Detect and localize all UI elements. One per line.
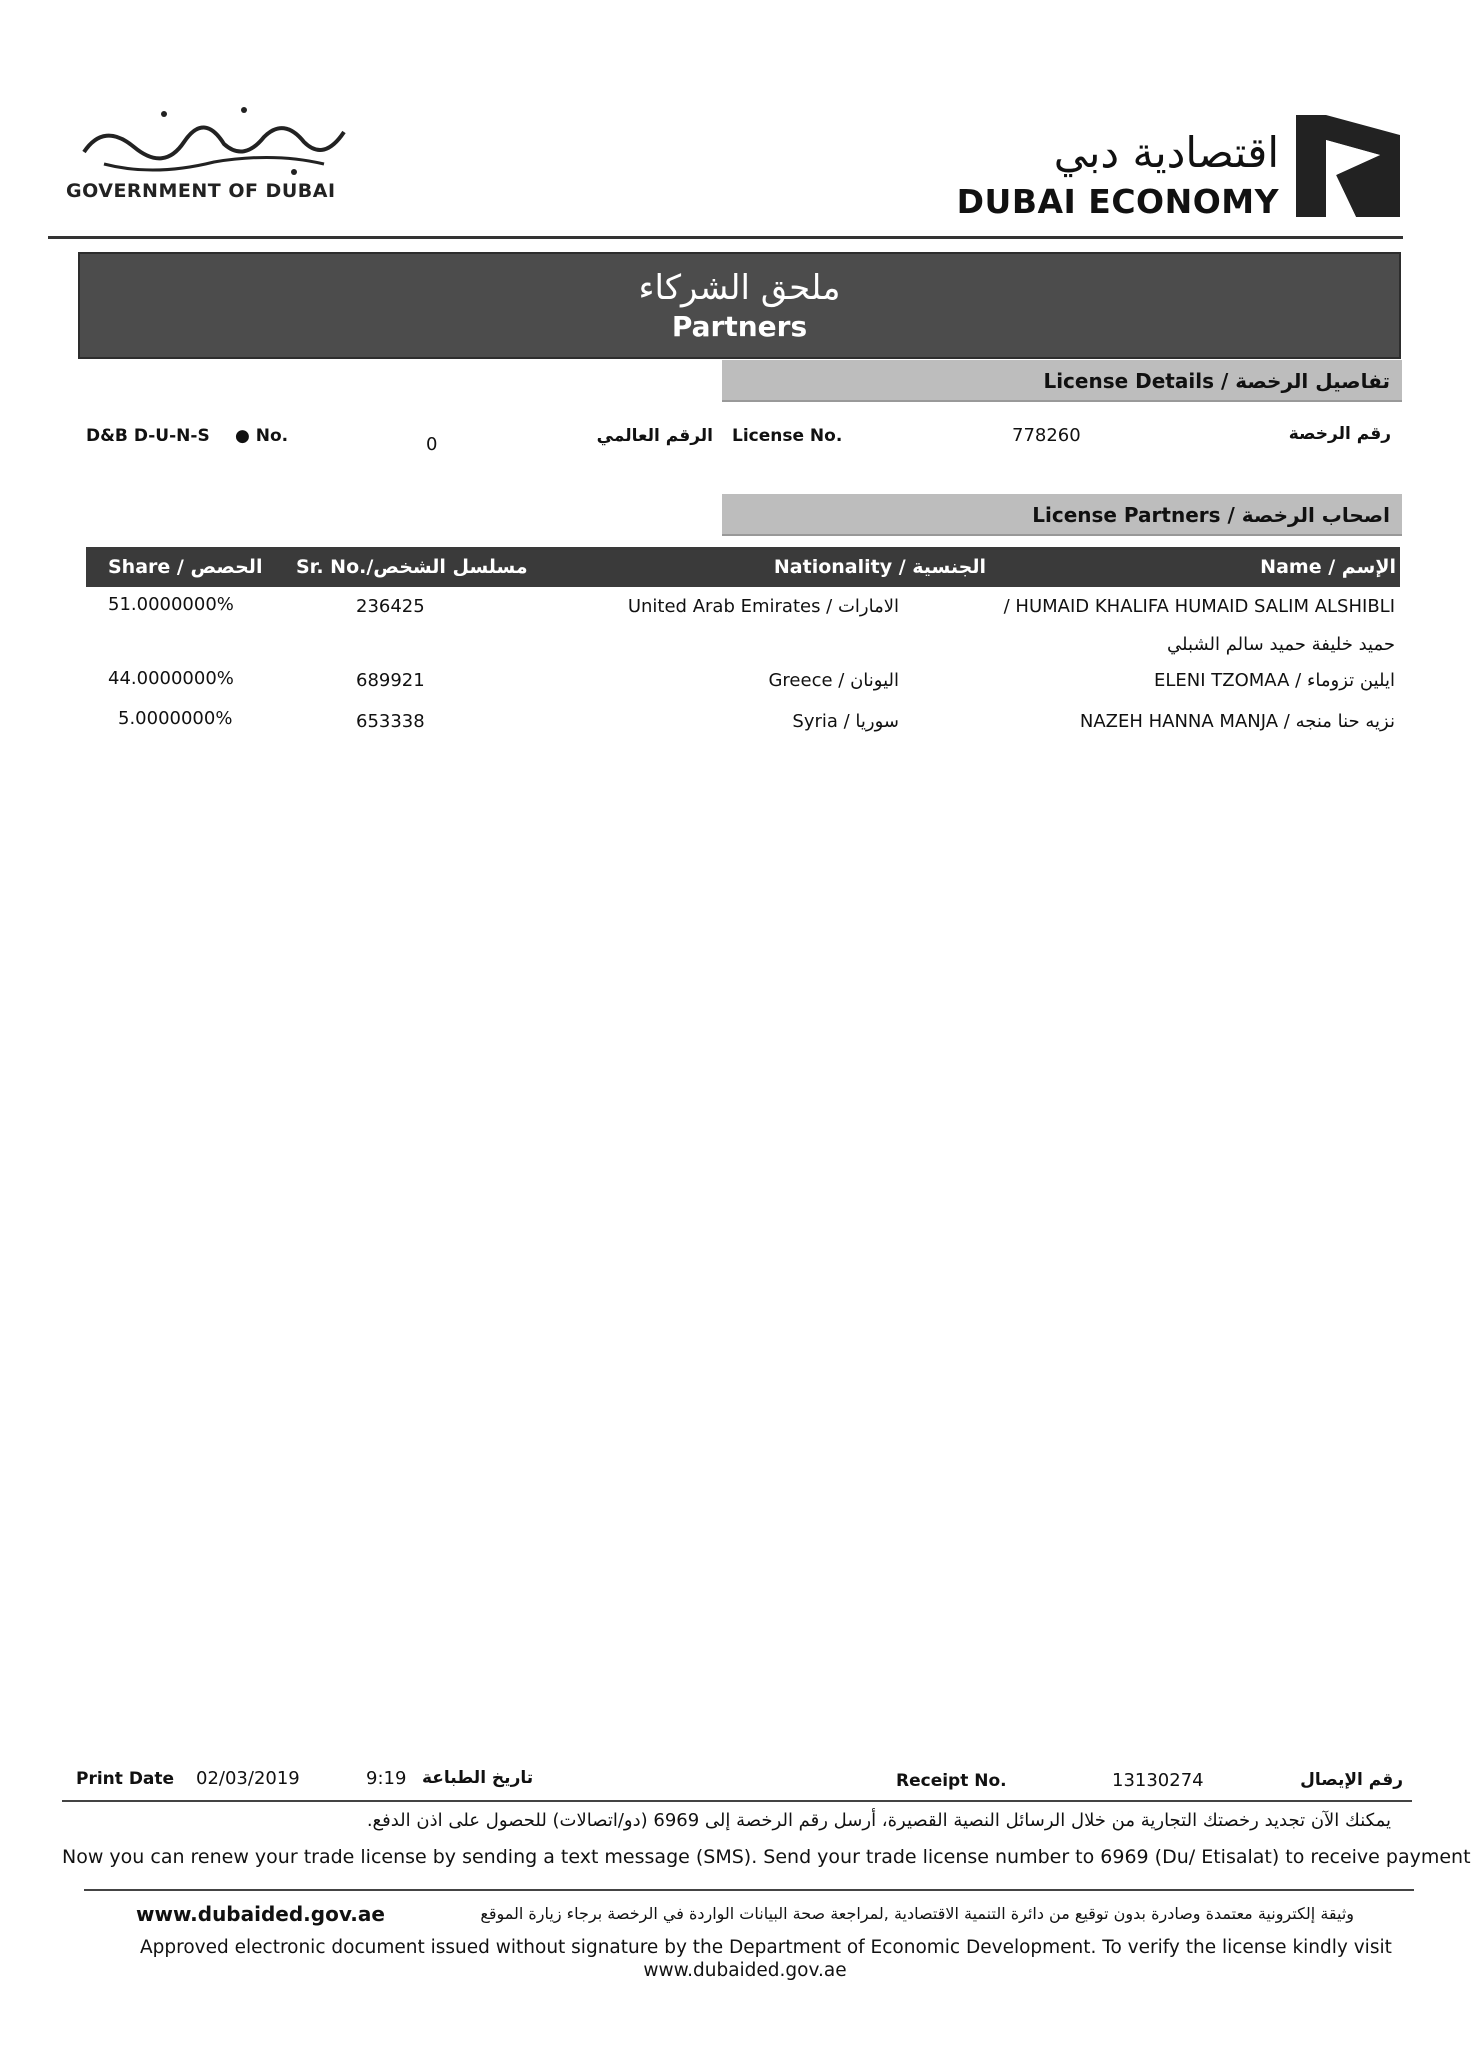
approved-notice-arabic-line [136,1902,1354,1926]
share-cell: 44.0000000% [108,668,234,689]
share-cell: 5.0000000% [118,708,233,729]
print-date-value: 02/03/2019 [196,1768,300,1789]
banner-title: Partners [671,310,808,343]
receipt-no-value: 13130274 [1112,1770,1204,1791]
name-cell: / HUMAID KHALIFA HUMAID SALIM ALSHIBLI [1003,596,1395,617]
column-sr-no: Sr. No./مسلسل الشخص [296,556,528,578]
sr-no-cell: 653338 [356,711,425,732]
name-cell: NAZEH HANNA MANJA / نزيه حنا منجه [1079,711,1395,732]
name-arabic-cell: حميد خليفة حميد سالم الشبلي [1167,634,1395,655]
sr-no-cell: 689921 [356,670,425,691]
license-no-label: License No. [732,426,843,446]
print-time-value: 9:19 [366,1768,407,1789]
dubai-economy-text: DUBAI ECONOMY [956,182,1279,221]
name-cell: ELENI TZOMAA / ايلين تزوماء [1154,670,1395,691]
share-cell: 51.0000000% [108,594,234,615]
duns-no-label: ● No. [235,426,289,446]
duns-label: D&B D-U-N-S [86,426,210,446]
government-of-dubai-logo [64,92,364,182]
sms-renewal-notice-arabic: يمكنك الآن تجديد رخصتك التجارية من خلال الرسائل النصية القصيرة، أرسل رقم الرخصة إلى 6969 (دو/اتصالات) للحصول على اذن الدفع. [366,1810,1391,1831]
nationality-cell: Greece / اليونان [768,670,899,691]
partners-banner [78,252,1401,359]
print-date-label: Print Date [76,1769,175,1789]
receipt-no-label-arabic: رقم الإيصال [1300,1770,1403,1790]
header-divider [48,236,1403,239]
sr-no-cell: 236425 [356,596,425,617]
receipt-no-label: Receipt No. [896,1771,1007,1791]
approved-notice-arabic: وثيقة إلكترونية معتمدة وصادرة بدون توقيع من دائرة التنمية الاقتصادية ,لمراجعة صحة البيانات الواردة في الرخصة برجاء زيارة الموقع [480,1904,1354,1923]
license-no-value: 778260 [1012,425,1081,446]
partners-table-header [86,547,1400,587]
verify-url-2[interactable]: www.dubaided.gov.ae [643,1960,847,1981]
column-nationality: Nationality / الجنسية [773,556,986,578]
dubai-economy-logo-mark [1296,115,1400,217]
column-share: Share / الحصص [108,556,263,578]
license-partners-header: License Partners / اصحاب الرخصة [722,494,1402,536]
approved-notice: Approved electronic document issued without signature by the Department of Economic Development. To verify the license kindly visit [140,1937,1392,1958]
nationality-cell: Syria / سوريا [792,711,899,732]
duns-label-arabic: الرقم العالمي [596,426,713,446]
svg-text:حكومة دبي: حكومة دبي [209,149,219,151]
verify-url[interactable]: www.dubaided.gov.ae [136,1902,385,1926]
column-name: Name / الإسم [1260,556,1396,578]
dubai-economy-arabic-text: اقتصادية دبي [1053,128,1279,177]
footer-divider [62,1800,1412,1802]
license-no-label-arabic: رقم الرخصة [1288,424,1391,444]
banner-title-arabic: ملحق الشركاء [638,268,841,308]
license-details-header: License Details / تفاصيل الرخصة [722,360,1402,402]
sms-renewal-notice: Now you can renew your trade license by sending a text message (SMS). Send your trade license number to 6969 (Du/ Etisalat) to receive payment [62,1846,1471,1868]
duns-value: 0 [426,434,438,455]
print-date-label-arabic: تاريخ الطباعة [422,1768,534,1788]
government-of-dubai-text: GOVERNMENT OF DUBAI [66,180,336,202]
nationality-cell: United Arab Emirates / الامارات [627,596,899,617]
footer-divider-2 [84,1889,1414,1891]
